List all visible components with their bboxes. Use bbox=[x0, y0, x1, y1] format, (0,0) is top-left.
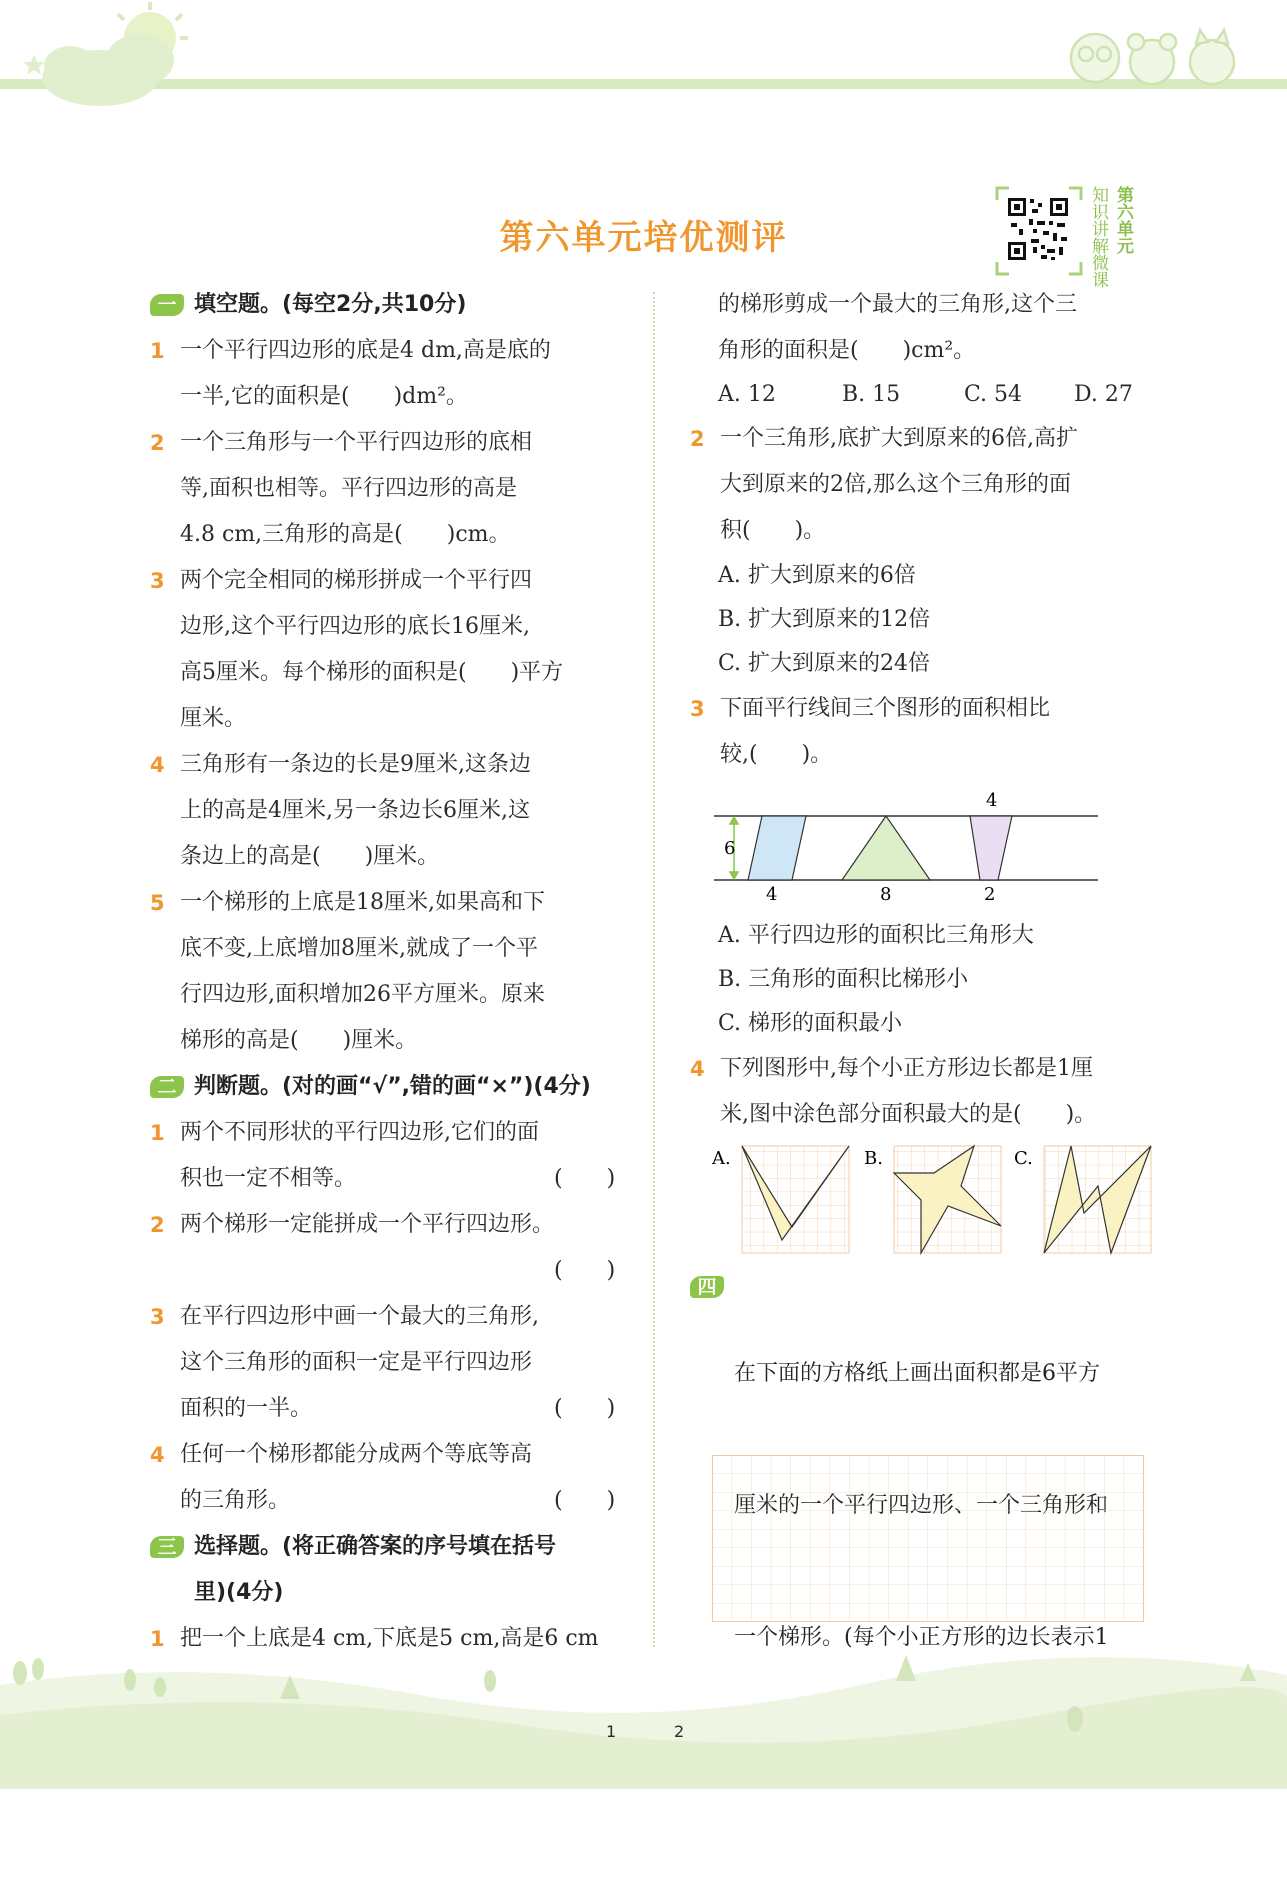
ground-decoration bbox=[0, 1655, 1287, 1789]
answer-paren[interactable]: ( ) bbox=[554, 1258, 616, 1283]
qr-frame-icon bbox=[995, 186, 1083, 276]
page-number-right: 2 bbox=[674, 1722, 685, 1741]
question-line: 一个梯形的上底是18厘米,如果高和下 bbox=[180, 890, 545, 915]
option-c[interactable]: C. 梯形的面积最小 bbox=[718, 1011, 903, 1036]
qr-caption bbox=[1087, 186, 1133, 288]
fill-question-1 bbox=[150, 328, 640, 420]
judge-question-3 bbox=[150, 1294, 640, 1432]
question-line: 的梯形剪成一个最大的三角形,这个三 bbox=[718, 292, 1077, 317]
question-line: 条边上的高是( )厘米。 bbox=[180, 844, 440, 869]
fill-question-5 bbox=[150, 880, 640, 1064]
question-line: 等,面积也相等。平行四边形的高是 bbox=[180, 476, 517, 501]
section-title-cont: 里)(4分) bbox=[194, 1580, 284, 1605]
parallelogram-base-label: 4 bbox=[766, 884, 778, 905]
triangle-shape bbox=[842, 816, 930, 880]
question-line: 积也一定不相等。 bbox=[180, 1166, 357, 1191]
qr-caption-line2: 第六单元 bbox=[1113, 186, 1133, 254]
option-a[interactable]: A. 12 bbox=[718, 382, 776, 407]
question-line: 的三角形。 bbox=[180, 1488, 291, 1513]
section-badge: 三 bbox=[150, 1536, 184, 1558]
choice-2-options bbox=[690, 554, 1170, 686]
question-line: 下面平行线间三个图形的面积相比 bbox=[720, 696, 1051, 721]
answer-paren[interactable]: ( ) bbox=[554, 1488, 616, 1513]
option-b[interactable]: B. 15 bbox=[842, 382, 901, 407]
question-line: 面积的一半。 bbox=[180, 1396, 313, 1421]
answer-paren[interactable]: ( ) bbox=[554, 1166, 616, 1191]
choice-question-4 bbox=[690, 1046, 1170, 1138]
qr-caption-line1: 知识讲解微课 bbox=[1088, 186, 1108, 288]
section-title-cont: 一个梯形。(每个小正方形的边长表示1 bbox=[734, 1625, 1109, 1650]
judge-question-2 bbox=[150, 1202, 640, 1294]
question-line: 较,( )。 bbox=[720, 742, 833, 767]
judge-question-1 bbox=[150, 1110, 640, 1202]
page-title: 第六单元培优测评 bbox=[499, 218, 788, 258]
right-column bbox=[690, 282, 1170, 1880]
question-line: 一个平行四边形的底是4 dm,高是底的 bbox=[180, 338, 551, 363]
header-decoration bbox=[0, 0, 1287, 110]
section-badge: 四 bbox=[690, 1276, 724, 1298]
question-number: 4 bbox=[690, 1057, 705, 1081]
animal-icons bbox=[1071, 30, 1234, 84]
left-column bbox=[150, 282, 640, 1662]
question-line: 梯形的高是( )厘米。 bbox=[180, 1028, 418, 1053]
option-a-label[interactable]: A. bbox=[712, 1148, 731, 1169]
question-line: 两个不同形状的平行四边形,它们的面 bbox=[180, 1120, 539, 1145]
column-divider bbox=[653, 292, 655, 1647]
section-badge: 二 bbox=[150, 1076, 184, 1098]
option-b-label[interactable]: B. bbox=[864, 1148, 883, 1169]
option-c[interactable]: C. 54 bbox=[964, 382, 1023, 407]
trapezoid-shape bbox=[970, 816, 1012, 880]
question-number: 3 bbox=[690, 697, 705, 721]
star-icon bbox=[23, 54, 45, 75]
option-a[interactable]: A. 平行四边形的面积比三角形大 bbox=[718, 923, 1034, 948]
question-line: 在平行四边形中画一个最大的三角形, bbox=[180, 1304, 539, 1329]
question-number: 4 bbox=[150, 1443, 165, 1467]
question-line: 厘米。 bbox=[180, 706, 247, 731]
option-b[interactable]: B. 扩大到原来的12倍 bbox=[718, 607, 931, 632]
grid-shapes-figure bbox=[710, 1138, 1170, 1256]
choice-question-3 bbox=[690, 686, 1170, 778]
option-b[interactable]: B. 三角形的面积比梯形小 bbox=[718, 967, 969, 992]
section-title: 填空题。(每空2分,共10分) bbox=[194, 292, 467, 317]
drawing-grid[interactable] bbox=[712, 1455, 1145, 1622]
question-line: 三角形有一条边的长是9厘米,这条边 bbox=[180, 752, 531, 777]
trapezoid-base-label: 2 bbox=[984, 884, 996, 905]
question-line: 下列图形中,每个小正方形边长都是1厘 bbox=[720, 1056, 1093, 1081]
section-title: 在下面的方格纸上画出面积都是6平方 bbox=[734, 1361, 1100, 1386]
section-fill-blank bbox=[150, 282, 640, 328]
question-line: 高5厘米。每个梯形的面积是( )平方 bbox=[180, 660, 564, 685]
question-line: 一半,它的面积是( )dm²。 bbox=[180, 384, 468, 409]
question-number: 1 bbox=[150, 1121, 165, 1145]
cloud-icon bbox=[42, 34, 174, 106]
section-judge bbox=[150, 1064, 640, 1110]
question-number: 2 bbox=[150, 1213, 165, 1237]
section-choice bbox=[150, 1524, 640, 1616]
triangle-base-label: 8 bbox=[880, 884, 892, 905]
grid-a bbox=[742, 1146, 849, 1253]
question-line: 上的高是4厘米,另一条边长6厘米,这 bbox=[180, 798, 530, 823]
question-line: 角形的面积是( )cm²。 bbox=[718, 338, 976, 363]
question-line: 积( )。 bbox=[720, 518, 826, 543]
choice-3-options bbox=[690, 914, 1170, 1046]
question-line: 底不变,上底增加8厘米,就成了一个平 bbox=[180, 936, 538, 961]
question-line: 边形,这个平行四边形的底长16厘米, bbox=[180, 614, 530, 639]
fill-question-3 bbox=[150, 558, 640, 742]
question-number: 5 bbox=[150, 891, 165, 915]
question-number: 1 bbox=[150, 339, 165, 363]
trapezoid-top-label: 4 bbox=[986, 790, 998, 811]
question-line: 把一个上底是4 cm,下底是5 cm,高是6 cm bbox=[180, 1626, 599, 1651]
question-line: 任何一个梯形都能分成两个等底等高 bbox=[180, 1442, 533, 1467]
fill-question-4 bbox=[150, 742, 640, 880]
section-badge: 一 bbox=[150, 294, 184, 316]
question-line: 两个完全相同的梯形拼成一个平行四 bbox=[180, 568, 533, 593]
parallelogram-shape bbox=[748, 816, 806, 880]
option-c-label[interactable]: C. bbox=[1014, 1148, 1033, 1169]
question-number: 2 bbox=[690, 427, 705, 451]
question-line: 大到原来的2倍,那么这个三角形的面 bbox=[720, 472, 1071, 497]
question-number: 3 bbox=[150, 569, 165, 593]
height-label: 6 bbox=[724, 838, 736, 859]
option-a[interactable]: A. 扩大到原来的6倍 bbox=[718, 563, 916, 588]
question-line: 行四边形,面积增加26平方厘米。原来 bbox=[180, 982, 545, 1007]
question-line: 两个梯形一定能拼成一个平行四边形。 bbox=[180, 1212, 555, 1237]
section-title: 判断题。(对的画“√”,错的画“×”)(4分) bbox=[194, 1074, 591, 1099]
question-line: 米,图中涂色部分面积最大的是( )。 bbox=[720, 1102, 1097, 1127]
section-title: 选择题。(将正确答案的序号填在括号 bbox=[194, 1534, 557, 1559]
parallel-lines-figure bbox=[714, 782, 1134, 910]
option-d[interactable]: D. 27 bbox=[1074, 382, 1133, 407]
question-line: 4.8 cm,三角形的高是( )cm。 bbox=[180, 522, 511, 547]
answer-paren[interactable]: ( ) bbox=[554, 1396, 616, 1421]
option-c[interactable]: C. 扩大到原来的24倍 bbox=[718, 651, 931, 676]
page-number-left: 1 bbox=[606, 1722, 617, 1741]
question-line: 一个三角形,底扩大到原来的6倍,高扩 bbox=[720, 426, 1078, 451]
question-number: 1 bbox=[150, 1627, 165, 1651]
choice-1-options bbox=[690, 374, 1170, 416]
judge-question-4 bbox=[150, 1432, 640, 1524]
question-line: 这个三角形的面积一定是平行四边形 bbox=[180, 1350, 533, 1375]
question-number: 3 bbox=[150, 1305, 165, 1329]
fill-question-2 bbox=[150, 420, 640, 558]
choice-question-2 bbox=[690, 416, 1170, 554]
question-line: 一个三角形与一个平行四边形的底相 bbox=[180, 430, 533, 455]
question-number: 4 bbox=[150, 753, 165, 777]
question-number: 2 bbox=[150, 431, 165, 455]
